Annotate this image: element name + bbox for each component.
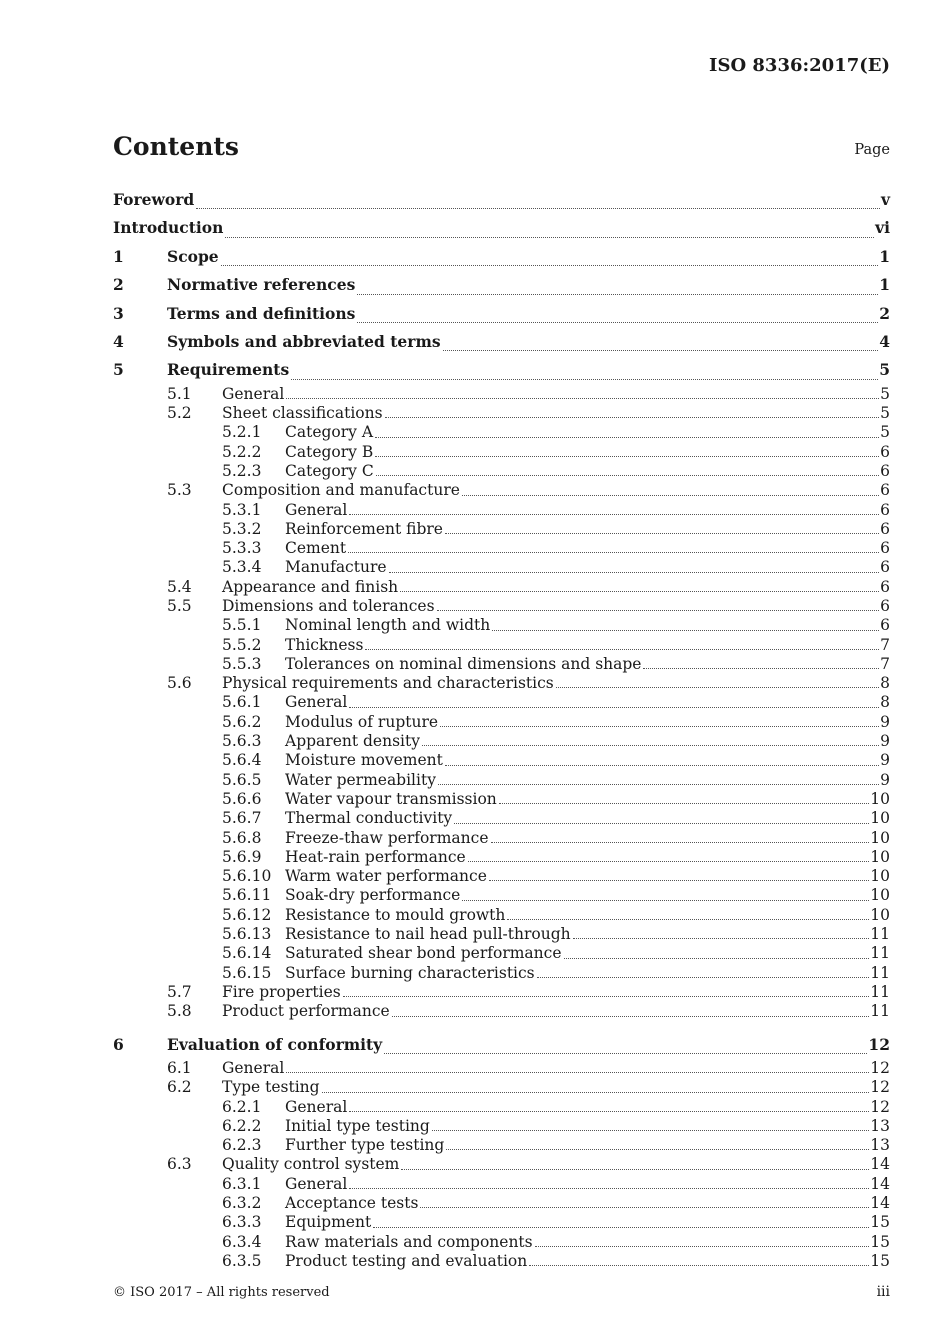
toc-entry-number: 5.6 [167, 674, 192, 693]
toc-entry-number: 5.6.13 [222, 925, 272, 944]
toc-entry[interactable] [113, 790, 890, 809]
footer-page-number: iii [876, 1284, 890, 1300]
toc-entry[interactable] [113, 829, 890, 848]
toc-dot-leader [365, 649, 879, 650]
toc-entry-page: 10 [870, 828, 890, 847]
toc-dot-leader [564, 958, 870, 959]
toc-dot-leader [225, 237, 874, 238]
toc-entry-page: 11 [870, 944, 890, 963]
toc-entry[interactable] [113, 404, 890, 423]
toc-entry-number: 5.3.2 [222, 519, 262, 538]
toc-entry-number: 5.6.2 [222, 712, 262, 731]
toc-entry-title: Tolerances on nominal dimensions and shape [285, 654, 642, 673]
toc-entry-page: 6 [880, 461, 890, 480]
toc-entry-title: Apparent density [285, 732, 420, 751]
toc-entry-title: Foreword [113, 189, 195, 209]
toc-entry-number: 5.2 [167, 404, 192, 423]
toc-entry-page: v [880, 189, 890, 209]
toc-entry-title: General [285, 693, 348, 712]
toc-entry-number: 5.3.1 [222, 500, 262, 519]
toc-dot-leader [445, 533, 879, 534]
toc-entry-page: 9 [880, 732, 890, 751]
toc-entry-number: 5.7 [167, 982, 192, 1001]
toc-entry[interactable] [113, 964, 890, 983]
toc-entry-number: 5.5.2 [222, 635, 262, 654]
toc-entry-page: 14 [870, 1155, 890, 1174]
toc-dot-leader [499, 803, 869, 804]
toc-dot-leader [389, 572, 880, 573]
toc-entry-page: 13 [870, 1116, 890, 1135]
contents-title: Contents [113, 132, 240, 161]
toc-entry-title: Water vapour transmission [285, 789, 497, 808]
toc-entry[interactable] [113, 462, 890, 481]
toc-entry-title: Resistance to mould growth [285, 905, 506, 924]
toc-dot-leader [438, 784, 879, 785]
toc-entry-number: 6.3.3 [222, 1213, 262, 1232]
toc-dot-leader [422, 745, 879, 746]
footer-copyright: © ISO 2017 – All rights reserved [113, 1285, 330, 1300]
toc-entry-number: 5.1 [167, 384, 192, 403]
toc-entry-title: Thermal conductivity [285, 809, 453, 828]
toc-dot-leader [437, 610, 880, 611]
toc-entry-page: 6 [880, 597, 890, 615]
toc-dot-leader [392, 1016, 870, 1017]
toc-entry-number: 5.2.1 [222, 423, 262, 442]
toc-dot-leader [462, 900, 869, 901]
toc-entry[interactable] [113, 1136, 890, 1155]
toc-entry[interactable] [113, 300, 890, 328]
toc-entry[interactable] [113, 751, 890, 770]
toc-entry-title: Requirements [167, 360, 290, 380]
toc-entry[interactable] [113, 867, 890, 886]
toc-dot-leader [357, 322, 878, 323]
toc-entry-title: Composition and manufacture [222, 481, 460, 500]
toc-entry-number: 5 [113, 360, 124, 380]
toc-entry-page: 10 [870, 847, 890, 866]
toc-entry[interactable] [113, 1078, 890, 1097]
toc-dot-leader [491, 842, 870, 843]
toc-dot-leader [440, 726, 879, 727]
toc-dot-leader [401, 1169, 869, 1170]
toc-entry[interactable] [113, 1233, 890, 1252]
toc-entry[interactable] [113, 906, 890, 925]
toc-entry-page: 5 [879, 360, 890, 380]
toc-entry-number: 5.6.7 [222, 809, 262, 828]
toc-entry-title: Heat-rain performance [285, 847, 466, 866]
toc-entry[interactable] [113, 674, 890, 693]
toc-entry-title: Scope [167, 246, 219, 266]
toc-entry-title: General [285, 500, 348, 519]
toc-entry-page: 6 [880, 442, 890, 461]
toc-entry-page: 1 [879, 275, 890, 295]
toc-dot-leader [468, 861, 870, 862]
toc-dot-leader [373, 1227, 869, 1228]
toc-entry-number: 5.6.10 [222, 867, 272, 886]
toc-entry[interactable] [113, 186, 890, 214]
toc-entry[interactable] [113, 385, 890, 404]
toc-entry-number: 5.6.11 [222, 886, 272, 905]
toc-entry-number: 5.5.1 [222, 616, 262, 635]
toc-entry-number: 5.6.14 [222, 944, 272, 963]
toc-entry-page: 4 [879, 331, 890, 351]
toc-entry-number: 6.3.5 [222, 1251, 262, 1270]
toc-entry-number: 5.6.3 [222, 732, 262, 751]
toc-entry[interactable] [113, 848, 890, 867]
toc-entry-title: Saturated shear bond performance [285, 944, 562, 963]
toc-entry-page: 5 [880, 404, 890, 423]
toc-dot-leader [400, 591, 879, 592]
toc-entry-title: Category C [285, 461, 374, 480]
toc-entry-number: 6.3.2 [222, 1194, 262, 1212]
toc-entry-title: Warm water performance [285, 867, 487, 886]
toc-entry-page: 6 [880, 519, 890, 538]
toc-entry-page: 6 [880, 500, 890, 519]
toc-entry-number: 5.4 [167, 577, 192, 596]
toc-dot-leader [573, 938, 870, 939]
toc-entry-page: 10 [870, 809, 890, 828]
toc-entry-title: Appearance and finish [222, 577, 399, 596]
toc-entry-number: 6.2 [167, 1078, 192, 1097]
toc-entry-page: 6 [880, 577, 890, 596]
table-of-contents [113, 186, 890, 1271]
toc-entry-page: 13 [870, 1136, 890, 1155]
toc-entry-number: 5.3.4 [222, 558, 262, 577]
toc-entry[interactable] [113, 558, 890, 577]
toc-entry[interactable] [113, 1213, 890, 1232]
toc-entry-page: 11 [870, 1002, 890, 1021]
toc-entry-page: 5 [880, 423, 890, 442]
toc-entry-page: 15 [870, 1251, 890, 1270]
toc-dot-leader [357, 294, 878, 295]
toc-entry-title: Thickness [285, 635, 364, 654]
toc-entry-title: Equipment [285, 1213, 372, 1232]
toc-entry-page: 7 [880, 654, 890, 673]
toc-dot-leader [454, 823, 869, 824]
toc-entry-title: Category A [285, 423, 374, 442]
toc-entry[interactable] [113, 713, 890, 732]
toc-entry[interactable] [113, 328, 890, 356]
toc-entry-number: 5.6.15 [222, 963, 272, 982]
toc-entry[interactable] [113, 771, 890, 790]
toc-entry-page: 14 [870, 1174, 890, 1193]
toc-entry[interactable] [113, 578, 890, 597]
toc-entry-title: Water permeability [285, 770, 436, 789]
toc-entry[interactable] [113, 616, 890, 635]
toc-entry-number: 6.2.1 [222, 1097, 262, 1116]
toc-entry-title: Modulus of rupture [285, 712, 439, 731]
toc-dot-leader [556, 687, 879, 688]
toc-entry-title: Further type testing [285, 1136, 445, 1155]
toc-dot-leader [443, 350, 879, 351]
toc-dot-leader [349, 1188, 869, 1189]
toc-dot-leader [529, 1265, 869, 1266]
toc-entry[interactable] [113, 1098, 890, 1117]
toc-entry-title: Freeze-thaw performance [285, 828, 489, 847]
toc-entry-number: 5.3 [167, 481, 192, 500]
toc-entry[interactable] [113, 886, 890, 905]
toc-entry-number: 5.6.4 [222, 751, 262, 770]
toc-entry-page: 9 [880, 751, 890, 770]
toc-entry[interactable] [113, 501, 890, 520]
toc-entry[interactable] [113, 423, 890, 442]
toc-entry-page: 9 [880, 770, 890, 789]
toc-dot-leader [375, 437, 879, 438]
toc-entry-page: 11 [870, 925, 890, 944]
toc-entry-number: 6.1 [167, 1058, 192, 1077]
toc-entry[interactable] [113, 809, 890, 828]
toc-entry[interactable] [113, 732, 890, 751]
toc-entry[interactable] [113, 1002, 890, 1021]
toc-entry-number: 5.6.9 [222, 847, 262, 866]
toc-dot-leader [348, 552, 879, 553]
toc-entry-page: 6 [880, 558, 890, 577]
toc-entry-title: Introduction [113, 218, 224, 238]
toc-dot-leader [196, 208, 880, 209]
toc-dot-leader [420, 1207, 869, 1208]
toc-entry[interactable] [113, 983, 890, 1002]
toc-entry-page: 11 [870, 982, 890, 1001]
toc-entry[interactable] [113, 356, 890, 384]
toc-entry[interactable] [113, 214, 890, 242]
toc-entry[interactable] [113, 1031, 890, 1059]
toc-dot-leader [445, 765, 879, 766]
toc-dot-leader [643, 668, 879, 669]
toc-entry-title: General [285, 1097, 348, 1116]
toc-entry-number: 6.2.2 [222, 1116, 262, 1135]
toc-entry-number: 5.5.3 [222, 654, 262, 673]
toc-entry-number: 5.6.8 [222, 828, 262, 847]
toc-entry[interactable] [113, 520, 890, 539]
toc-entry[interactable] [113, 944, 890, 963]
toc-entry-title: Product performance [222, 1002, 390, 1021]
toc-entry-number: 5.6.1 [222, 693, 262, 712]
toc-entry[interactable] [113, 1059, 890, 1078]
toc-dot-leader [349, 1111, 869, 1112]
toc-entry-number: 1 [113, 246, 124, 266]
toc-entry-title: Initial type testing [285, 1116, 430, 1135]
page-column-label: Page [854, 142, 890, 158]
toc-entry-title: Moisture movement [285, 751, 443, 770]
toc-entry[interactable] [113, 271, 890, 299]
toc-dot-leader [446, 1149, 869, 1150]
toc-entry-number: 6.3.1 [222, 1174, 262, 1193]
toc-entry-title: Raw materials and components [285, 1232, 533, 1251]
toc-entry-number: 5.6.12 [222, 905, 272, 924]
toc-entry-title: Physical requirements and characteristics [222, 674, 554, 693]
toc-entry-page: 5 [880, 384, 890, 403]
toc-entry-page: 10 [870, 905, 890, 924]
toc-entry-number: 3 [113, 303, 124, 323]
toc-entry-title: Nominal length and width [285, 616, 491, 635]
toc-entry-number: 6.3 [167, 1155, 192, 1174]
toc-dot-leader [286, 1072, 869, 1073]
toc-entry-page: 7 [880, 635, 890, 654]
toc-entry-title: General [222, 384, 285, 403]
toc-entry-page: 8 [880, 674, 890, 693]
toc-entry[interactable] [113, 597, 890, 616]
toc-entry[interactable] [113, 636, 890, 655]
toc-dot-leader [535, 1246, 870, 1247]
toc-entry[interactable] [113, 443, 890, 462]
toc-entry[interactable] [113, 243, 890, 271]
toc-entry-number: 6.3.4 [222, 1232, 262, 1251]
toc-dot-leader [489, 880, 869, 881]
toc-entry-title: Evaluation of conformity [167, 1034, 383, 1054]
toc-entry-title: Acceptance tests [285, 1194, 419, 1212]
toc-entry[interactable] [113, 481, 890, 500]
toc-dot-leader [349, 707, 879, 708]
toc-entry-number: 5.2.3 [222, 461, 262, 480]
toc-entry-page: 10 [870, 789, 890, 808]
toc-dot-leader [462, 495, 879, 496]
toc-entry-title: Reinforcement fibre [285, 519, 443, 538]
toc-entry[interactable] [113, 1252, 890, 1271]
toc-entry-page: 8 [880, 693, 890, 712]
toc-entry-number: 5.6.6 [222, 789, 262, 808]
toc-entry-title: General [285, 1174, 348, 1193]
toc-entry-number: 6.2.3 [222, 1136, 262, 1155]
toc-entry-number: 5.8 [167, 1002, 192, 1021]
toc-dot-leader [384, 1053, 867, 1054]
toc-entry-page: 12 [870, 1078, 890, 1097]
toc-entry-number: 2 [113, 275, 124, 295]
toc-entry-title: Dimensions and tolerances [222, 597, 435, 615]
toc-entry-title: Cement [285, 539, 347, 558]
toc-dot-leader [376, 475, 879, 476]
toc-dot-leader [507, 919, 869, 920]
toc-entry-number: 5.6.5 [222, 770, 262, 789]
toc-dot-leader [286, 398, 879, 399]
toc-entry-title: Terms and definitions [167, 303, 356, 323]
toc-entry-page: 12 [868, 1034, 890, 1054]
toc-entry-title: Soak-dry performance [285, 886, 461, 905]
toc-entry-title: Sheet classifications [222, 404, 383, 423]
toc-dot-leader [291, 379, 878, 380]
toc-entry-page: 15 [870, 1232, 890, 1251]
toc-dot-leader [432, 1130, 869, 1131]
toc-entry[interactable] [113, 1155, 890, 1174]
toc-entry-page: 12 [870, 1058, 890, 1077]
toc-dot-leader [221, 265, 879, 266]
toc-entry-title: Surface burning characteristics [285, 963, 535, 982]
toc-entry-title: General [222, 1058, 285, 1077]
toc-entry-title: Fire properties [222, 982, 341, 1001]
toc-dot-leader [375, 456, 879, 457]
toc-entry-title: Normative references [167, 275, 356, 295]
toc-entry-page: 6 [880, 616, 890, 635]
toc-entry-page: 10 [870, 867, 890, 886]
toc-entry-page: 9 [880, 712, 890, 731]
toc-entry-title: Product testing and evaluation [285, 1251, 528, 1270]
toc-entry-title: Category B [285, 442, 374, 461]
toc-entry[interactable] [113, 1194, 890, 1213]
toc-entry-number: 4 [113, 331, 124, 351]
toc-entry-title: Resistance to nail head pull-through [285, 925, 571, 944]
toc-entry[interactable] [113, 1175, 890, 1194]
toc-dot-leader [349, 514, 879, 515]
toc-entry-page: 2 [879, 303, 890, 323]
toc-entry[interactable] [113, 539, 890, 558]
toc-entry-page: 12 [870, 1097, 890, 1116]
toc-entry[interactable] [113, 655, 890, 674]
toc-entry-number: 6 [113, 1034, 124, 1054]
toc-entry[interactable] [113, 925, 890, 944]
toc-entry-number: 5.2.2 [222, 442, 262, 461]
toc-entry-page: 11 [870, 963, 890, 982]
toc-entry-title: Manufacture [285, 558, 387, 577]
toc-dot-leader [385, 417, 880, 418]
toc-entry-page: 6 [880, 481, 890, 500]
toc-entry-page: 1 [879, 246, 890, 266]
toc-entry[interactable] [113, 693, 890, 712]
toc-entry-title: Type testing [222, 1078, 320, 1097]
document-id: ISO 8336:2017(E) [709, 55, 890, 76]
toc-entry-title: Quality control system [222, 1155, 400, 1174]
toc-entry-page: vi [875, 218, 890, 238]
toc-dot-leader [537, 977, 870, 978]
toc-entry-number: 5.3.3 [222, 539, 262, 558]
toc-entry-page: 10 [870, 886, 890, 905]
toc-entry-title: Symbols and abbreviated terms [167, 331, 441, 351]
toc-entry-page: 6 [880, 539, 890, 558]
toc-dot-leader [322, 1092, 870, 1093]
toc-entry[interactable] [113, 1117, 890, 1136]
toc-entry-page: 15 [870, 1213, 890, 1232]
toc-dot-leader [492, 630, 879, 631]
toc-entry-page: 14 [870, 1194, 890, 1212]
toc-dot-leader [343, 996, 870, 997]
toc-entry-number: 5.5 [167, 597, 192, 615]
